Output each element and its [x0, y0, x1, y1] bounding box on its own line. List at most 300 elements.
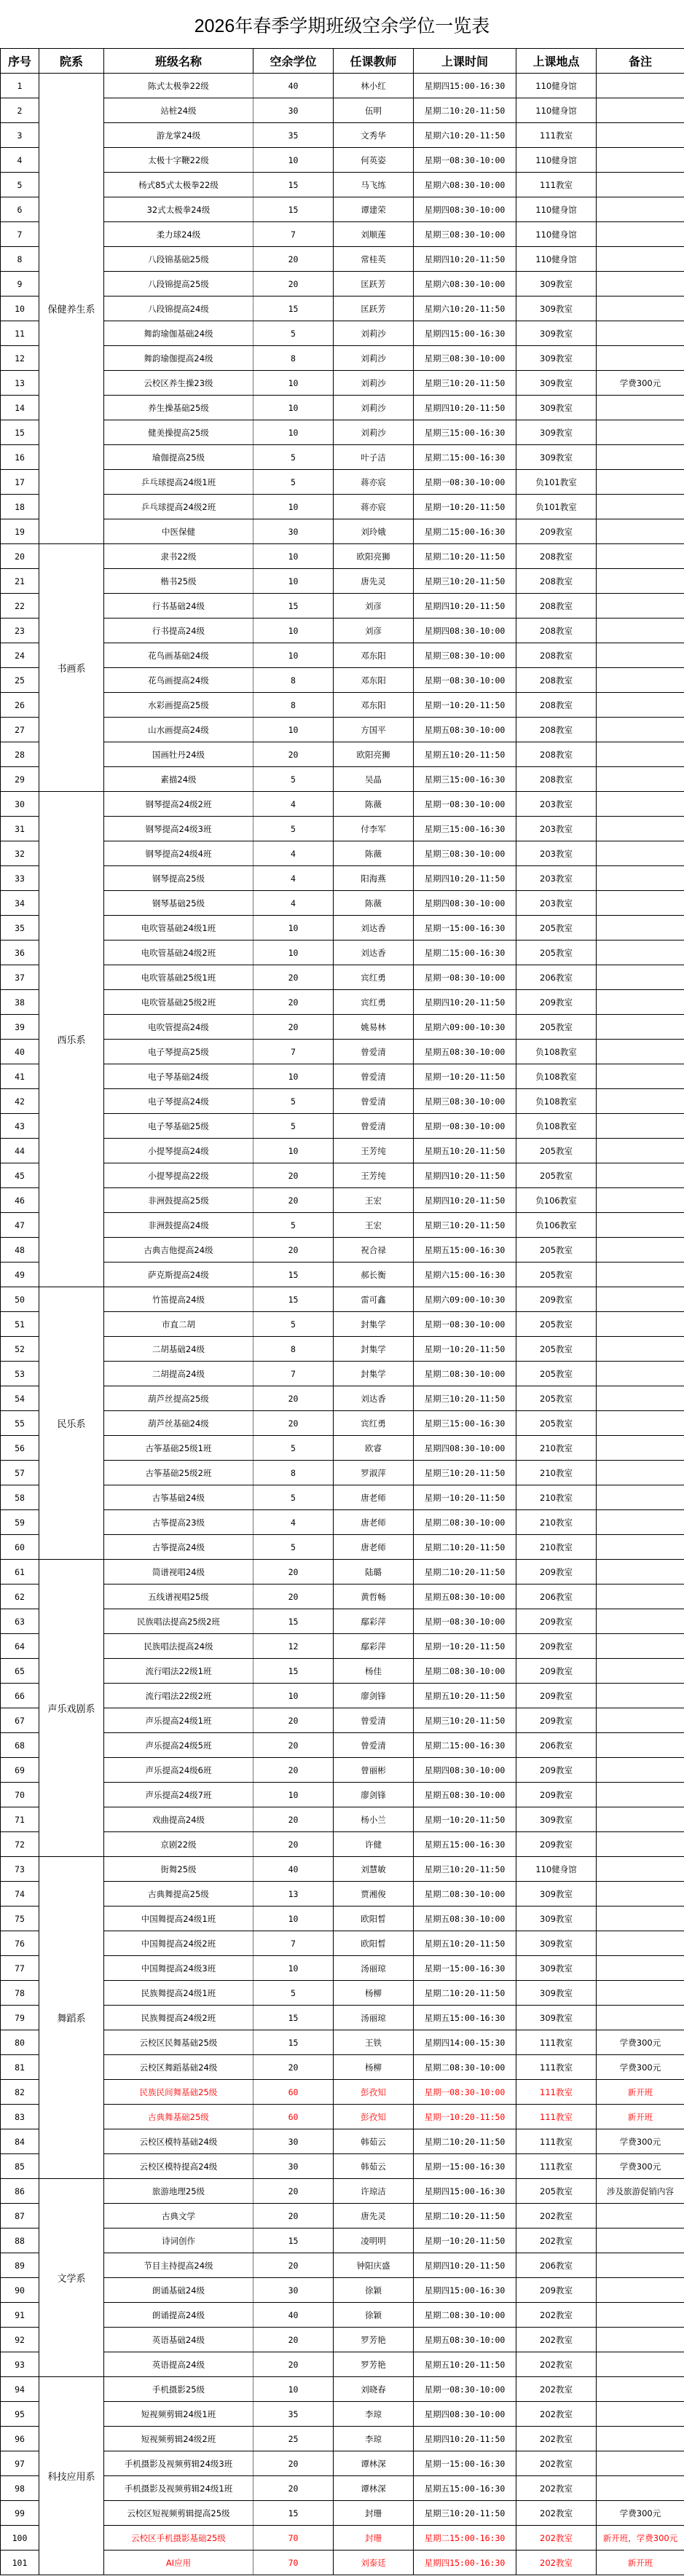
class-name-cell: 钢琴基础25级 — [104, 891, 253, 916]
remark-cell — [597, 470, 684, 495]
time-cell: 星期三08:30-10:00 — [414, 1089, 516, 1114]
location-cell: 负108教室 — [516, 1040, 597, 1064]
remark-cell — [597, 2427, 684, 2451]
seq-cell: 51 — [1, 1312, 39, 1337]
location-cell: 202教室 — [516, 2328, 597, 2352]
time-cell: 星期三15:00-16:30 — [414, 767, 516, 792]
seq-cell: 39 — [1, 1015, 39, 1040]
class-name-cell: 花鸟画提高24级 — [104, 668, 253, 693]
teacher-cell: 匡跃芳 — [334, 272, 414, 297]
remark-cell — [597, 1015, 684, 1040]
location-cell: 110健身馆 — [516, 1857, 597, 1882]
remark-cell — [597, 2402, 684, 2427]
seats-cell: 20 — [253, 1560, 334, 1585]
seats-cell: 4 — [253, 866, 334, 891]
seats-cell: 8 — [253, 693, 334, 718]
remark-cell — [597, 2229, 684, 2253]
location-cell: 210教室 — [516, 1535, 597, 1560]
location-cell: 负108教室 — [516, 1089, 597, 1114]
location-cell: 205教室 — [516, 1263, 597, 1287]
location-cell: 309教室 — [516, 1807, 597, 1832]
teacher-cell: 刘慧敏 — [334, 1857, 414, 1882]
class-name-cell: 非洲鼓提高24级 — [104, 1213, 253, 1238]
seq-cell: 45 — [1, 1163, 39, 1188]
remark-cell — [597, 1609, 684, 1634]
class-name-cell: 云校区模特提高24级 — [104, 2154, 253, 2179]
class-name-cell: 云校区民舞基础25级 — [104, 2030, 253, 2055]
class-name-cell: 素描24级 — [104, 767, 253, 792]
teacher-cell: 唐老师 — [334, 1535, 414, 1560]
remark-cell — [597, 1040, 684, 1064]
seats-cell: 20 — [253, 2253, 334, 2278]
remark-cell — [597, 1907, 684, 1931]
teacher-cell: 刘晓春 — [334, 2377, 414, 2402]
class-name-cell: AI应用 — [104, 2551, 253, 2575]
location-cell: 202教室 — [516, 2451, 597, 2476]
remark-cell — [597, 1783, 684, 1807]
seq-cell: 29 — [1, 767, 39, 792]
seats-cell: 15 — [253, 2501, 334, 2526]
location-cell: 205教室 — [516, 1411, 597, 1436]
class-name-cell: 健美操提高25级 — [104, 420, 253, 445]
teacher-cell: 韩茹云 — [334, 2154, 414, 2179]
location-cell: 209教室 — [516, 1758, 597, 1783]
teacher-cell: 徐颖 — [334, 2278, 414, 2303]
teacher-cell: 曾爱清 — [334, 1114, 414, 1139]
teacher-cell: 封集学 — [334, 1337, 414, 1362]
seats-cell: 10 — [253, 916, 334, 941]
time-cell: 星期三10:20-11:50 — [414, 2501, 516, 2526]
seats-cell: 20 — [253, 1163, 334, 1188]
teacher-cell: 唐先灵 — [334, 569, 414, 594]
time-cell: 星期五08:30-10:00 — [414, 1040, 516, 1064]
seq-cell: 55 — [1, 1411, 39, 1436]
teacher-cell: 何英姿 — [334, 148, 414, 173]
seats-cell: 10 — [253, 1956, 334, 1981]
class-name-cell: 英语基础24级 — [104, 2328, 253, 2352]
location-cell: 203教室 — [516, 841, 597, 866]
teacher-cell: 刘顺莲 — [334, 222, 414, 247]
seq-cell: 20 — [1, 544, 39, 569]
seats-cell: 20 — [253, 272, 334, 297]
header-row — [1, 49, 684, 74]
seats-cell: 15 — [253, 1609, 334, 1634]
remark-cell — [597, 1931, 684, 1956]
class-name-cell: 二胡提高24级 — [104, 1362, 253, 1386]
class-name-cell: 水彩画提高25级 — [104, 693, 253, 718]
location-cell: 205教室 — [516, 941, 597, 965]
teacher-cell: 杨小兰 — [334, 1807, 414, 1832]
seats-cell: 10 — [253, 420, 334, 445]
remark-cell — [597, 1436, 684, 1461]
time-cell: 星期四08:30-10:00 — [414, 619, 516, 643]
class-name-cell: 葫芦丝基础24级 — [104, 1411, 253, 1436]
seats-cell: 20 — [253, 2476, 334, 2501]
seats-cell: 10 — [253, 1907, 334, 1931]
seats-cell: 4 — [253, 792, 334, 817]
time-cell: 星期三10:20-11:50 — [414, 1386, 516, 1411]
class-name-cell: 古筝基础24级 — [104, 1485, 253, 1510]
time-cell: 星期四10:20-11:50 — [414, 866, 516, 891]
location-cell: 111教室 — [516, 173, 597, 197]
seats-cell: 20 — [253, 2055, 334, 2080]
teacher-cell: 彭孜知 — [334, 2105, 414, 2129]
time-cell: 星期四10:20-11:50 — [414, 2253, 516, 2278]
time-cell: 星期六15:00-16:30 — [414, 1263, 516, 1287]
seq-cell: 38 — [1, 990, 39, 1015]
remark-cell — [597, 767, 684, 792]
teacher-cell: 黄哲畅 — [334, 1585, 414, 1609]
location-cell: 209教室 — [516, 1560, 597, 1585]
time-cell: 星期一08:30-10:00 — [414, 668, 516, 693]
time-cell: 星期一08:30-10:00 — [414, 792, 516, 817]
remark-cell — [597, 1560, 684, 1585]
location-cell: 205教室 — [516, 1015, 597, 1040]
location-cell: 202教室 — [516, 2476, 597, 2501]
seats-cell: 20 — [253, 1015, 334, 1040]
seq-cell: 97 — [1, 2451, 39, 2476]
time-cell: 星期五08:30-10:00 — [414, 718, 516, 742]
location-cell: 110健身馆 — [516, 74, 597, 98]
teacher-cell: 廖剑锋 — [334, 1684, 414, 1708]
seq-cell: 99 — [1, 2501, 39, 2526]
seats-cell: 30 — [253, 2129, 334, 2154]
seq-cell: 14 — [1, 396, 39, 420]
time-cell: 星期四10:20-11:50 — [414, 594, 516, 619]
remark-cell: 学费300元 — [597, 2030, 684, 2055]
teacher-cell: 李琼 — [334, 2427, 414, 2451]
teacher-cell: 宾红勇 — [334, 990, 414, 1015]
seats-cell: 20 — [253, 2179, 334, 2204]
remark-cell — [597, 841, 684, 866]
class-name-cell: 手机摄影25级 — [104, 2377, 253, 2402]
class-name-cell: 电子琴基础25级 — [104, 1114, 253, 1139]
remark-cell — [597, 297, 684, 321]
remark-cell — [597, 2006, 684, 2030]
teacher-cell: 方国平 — [334, 718, 414, 742]
remark-cell — [597, 1585, 684, 1609]
location-cell: 209教室 — [516, 990, 597, 1015]
location-cell: 309教室 — [516, 1882, 597, 1907]
teacher-cell: 刘莉沙 — [334, 396, 414, 420]
time-cell: 星期三10:20-11:50 — [414, 569, 516, 594]
seats-cell: 4 — [253, 1510, 334, 1535]
class-name-cell: 小提琴提高22级 — [104, 1163, 253, 1188]
seq-cell: 62 — [1, 1585, 39, 1609]
class-name-cell: 养生操基础25级 — [104, 396, 253, 420]
teacher-cell: 谭建荣 — [334, 197, 414, 222]
location-cell: 209教室 — [516, 2278, 597, 2303]
department-cell: 西乐系 — [39, 792, 104, 1287]
seq-cell: 85 — [1, 2154, 39, 2179]
seq-cell: 101 — [1, 2551, 39, 2575]
class-name-cell: 民族唱法提高24级 — [104, 1634, 253, 1659]
location-cell: 210教室 — [516, 1436, 597, 1461]
location-cell: 110健身馆 — [516, 222, 597, 247]
location-cell: 202教室 — [516, 2427, 597, 2451]
class-name-cell: 短视频剪辑24级1班 — [104, 2402, 253, 2427]
seats-cell: 10 — [253, 718, 334, 742]
remark-cell — [597, 1362, 684, 1386]
seq-cell: 28 — [1, 742, 39, 767]
location-cell: 111教室 — [516, 2129, 597, 2154]
class-name-cell: 电子琴提高24级 — [104, 1089, 253, 1114]
seats-cell: 10 — [253, 396, 334, 420]
seats-cell: 13 — [253, 1882, 334, 1907]
location-cell: 309教室 — [516, 297, 597, 321]
remark-cell — [597, 1287, 684, 1312]
time-cell: 星期五08:30-10:00 — [414, 1585, 516, 1609]
remark-cell — [597, 272, 684, 297]
location-cell: 209教室 — [516, 1609, 597, 1634]
seq-cell: 10 — [1, 297, 39, 321]
remark-cell — [597, 668, 684, 693]
time-cell: 星期六08:30-10:00 — [414, 272, 516, 297]
remark-cell — [597, 2352, 684, 2377]
seq-cell: 75 — [1, 1907, 39, 1931]
location-cell: 209教室 — [516, 1708, 597, 1733]
department-cell: 民乐系 — [39, 1287, 104, 1560]
location-cell: 203教室 — [516, 891, 597, 916]
seats-cell: 10 — [253, 1684, 334, 1708]
header-teacher: 任课教师 — [334, 49, 414, 74]
seq-cell: 31 — [1, 817, 39, 841]
class-name-cell: 古筝提高24级 — [104, 1535, 253, 1560]
department-cell: 舞蹈系 — [39, 1857, 104, 2179]
time-cell: 星期四15:00-16:30 — [414, 2278, 516, 2303]
seq-cell: 19 — [1, 519, 39, 544]
table-row — [1, 2377, 684, 2402]
seats-cell: 10 — [253, 643, 334, 668]
time-cell: 星期一10:20-11:50 — [414, 693, 516, 718]
class-name-cell: 市直二胡 — [104, 1312, 253, 1337]
teacher-cell: 刘达香 — [334, 1386, 414, 1411]
teacher-cell: 刘莉沙 — [334, 420, 414, 445]
time-cell: 星期四08:30-10:00 — [414, 1758, 516, 1783]
teacher-cell: 杨柳 — [334, 2055, 414, 2080]
seq-cell: 43 — [1, 1114, 39, 1139]
seq-cell: 74 — [1, 1882, 39, 1907]
class-name-cell: 民族舞提高24级2班 — [104, 2006, 253, 2030]
teacher-cell: 李琼 — [334, 2402, 414, 2427]
seq-cell: 23 — [1, 619, 39, 643]
location-cell: 111教室 — [516, 2105, 597, 2129]
time-cell: 星期二10:20-11:50 — [414, 1560, 516, 1585]
seats-cell: 20 — [253, 2328, 334, 2352]
remark-cell — [597, 1733, 684, 1758]
class-name-cell: 云校区舞蹈基础24级 — [104, 2055, 253, 2080]
time-cell: 星期四10:20-11:50 — [414, 990, 516, 1015]
seq-cell: 50 — [1, 1287, 39, 1312]
seats-cell: 10 — [253, 495, 334, 519]
seats-cell: 10 — [253, 148, 334, 173]
location-cell: 309教室 — [516, 272, 597, 297]
teacher-cell: 刘泰廷 — [334, 2551, 414, 2575]
class-name-cell: 朗诵基础24级 — [104, 2278, 253, 2303]
seq-cell: 48 — [1, 1238, 39, 1263]
location-cell: 309教室 — [516, 1981, 597, 2006]
remark-cell: 学费300元 — [597, 2129, 684, 2154]
time-cell: 星期二15:00-16:30 — [414, 445, 516, 470]
time-cell: 星期四08:30-10:00 — [414, 197, 516, 222]
remark-cell — [597, 1213, 684, 1238]
time-cell: 星期五10:20-11:50 — [414, 2352, 516, 2377]
seq-cell: 88 — [1, 2229, 39, 2253]
teacher-cell: 曾爱清 — [334, 1064, 414, 1089]
time-cell: 星期四10:20-11:50 — [414, 1163, 516, 1188]
location-cell: 208教室 — [516, 742, 597, 767]
header-remark: 备注 — [597, 49, 684, 74]
time-cell: 星期二08:30-10:00 — [414, 1510, 516, 1535]
location-cell: 110健身馆 — [516, 98, 597, 123]
seq-cell: 33 — [1, 866, 39, 891]
time-cell: 星期三10:20-11:50 — [414, 371, 516, 396]
teacher-cell: 陈薇 — [334, 792, 414, 817]
remark-cell — [597, 1659, 684, 1684]
class-name-cell: 民族舞提高24级1班 — [104, 1981, 253, 2006]
seq-cell: 70 — [1, 1783, 39, 1807]
time-cell: 星期二08:30-10:00 — [414, 1659, 516, 1684]
seq-cell: 35 — [1, 916, 39, 941]
class-name-cell: 声乐提高24级6班 — [104, 1758, 253, 1783]
teacher-cell: 雷可鑫 — [334, 1287, 414, 1312]
class-name-cell: 钢琴提高24级3班 — [104, 817, 253, 841]
seq-cell: 1 — [1, 74, 39, 98]
table-row — [1, 1857, 684, 1882]
remark-cell — [597, 916, 684, 941]
seq-cell: 11 — [1, 321, 39, 346]
seq-cell: 56 — [1, 1436, 39, 1461]
seats-cell: 12 — [253, 1634, 334, 1659]
remark-cell: 新开班 — [597, 2080, 684, 2105]
teacher-cell: 欧阳亮狮 — [334, 742, 414, 767]
class-name-cell: 云校区养生操23级 — [104, 371, 253, 396]
remark-cell — [597, 742, 684, 767]
seats-cell: 10 — [253, 1783, 334, 1807]
seats-cell: 10 — [253, 941, 334, 965]
location-cell: 205教室 — [516, 1238, 597, 1263]
seats-cell: 20 — [253, 1708, 334, 1733]
time-cell: 星期三10:20-11:50 — [414, 1461, 516, 1485]
location-cell: 208教室 — [516, 594, 597, 619]
teacher-cell: 许琼洁 — [334, 2179, 414, 2204]
class-name-cell: 中国舞提高24级3班 — [104, 1956, 253, 1981]
teacher-cell: 唐老师 — [334, 1485, 414, 1510]
location-cell: 202教室 — [516, 2526, 597, 2551]
seq-cell: 73 — [1, 1857, 39, 1882]
location-cell: 208教室 — [516, 668, 597, 693]
remark-cell — [597, 98, 684, 123]
class-name-cell: 电吹管基础24级2班 — [104, 941, 253, 965]
seq-cell: 92 — [1, 2328, 39, 2352]
seats-cell: 5 — [253, 1114, 334, 1139]
teacher-cell: 罗淑萍 — [334, 1461, 414, 1485]
remark-cell — [597, 1956, 684, 1981]
class-name-cell: 流行唱法22级1班 — [104, 1659, 253, 1684]
remark-cell — [597, 891, 684, 916]
seq-cell: 77 — [1, 1956, 39, 1981]
teacher-cell: 欧阳晳 — [334, 1907, 414, 1931]
time-cell: 星期六09:00-10:30 — [414, 1015, 516, 1040]
remark-cell — [597, 1485, 684, 1510]
seats-cell: 20 — [253, 1832, 334, 1857]
remark-cell — [597, 197, 684, 222]
location-cell: 208教室 — [516, 544, 597, 569]
location-cell: 208教室 — [516, 643, 597, 668]
teacher-cell: 曾爱清 — [334, 1733, 414, 1758]
time-cell: 星期一08:30-10:00 — [414, 470, 516, 495]
seats-cell: 10 — [253, 569, 334, 594]
seats-cell: 10 — [253, 544, 334, 569]
seats-cell: 4 — [253, 841, 334, 866]
class-name-cell: 短视频剪辑24级2班 — [104, 2427, 253, 2451]
seq-cell: 41 — [1, 1064, 39, 1089]
seq-cell: 30 — [1, 792, 39, 817]
teacher-cell: 邓东阳 — [334, 643, 414, 668]
class-name-cell: 古典舞基础25级 — [104, 2105, 253, 2129]
location-cell: 203教室 — [516, 792, 597, 817]
class-name-cell: 乒乓球提高24级2班 — [104, 495, 253, 519]
remark-cell — [597, 1708, 684, 1733]
teacher-cell: 汤丽琼 — [334, 2006, 414, 2030]
class-name-cell: 云校区模特基础24级 — [104, 2129, 253, 2154]
location-cell: 209教室 — [516, 1832, 597, 1857]
location-cell: 208教室 — [516, 693, 597, 718]
remark-cell — [597, 990, 684, 1015]
class-name-cell: 声乐提高24级7班 — [104, 1783, 253, 1807]
remark-cell — [597, 2476, 684, 2501]
teacher-cell: 王铁 — [334, 2030, 414, 2055]
time-cell: 星期一08:30-10:00 — [414, 1312, 516, 1337]
location-cell: 205教室 — [516, 1163, 597, 1188]
teacher-cell: 廖剑锋 — [334, 1783, 414, 1807]
location-cell: 205教室 — [516, 1337, 597, 1362]
seq-cell: 68 — [1, 1733, 39, 1758]
seq-cell: 13 — [1, 371, 39, 396]
seq-cell: 2 — [1, 98, 39, 123]
remark-cell — [597, 2204, 684, 2229]
time-cell: 星期三15:00-16:30 — [414, 1411, 516, 1436]
time-cell: 星期一10:20-11:50 — [414, 495, 516, 519]
seq-cell: 61 — [1, 1560, 39, 1585]
location-cell: 负106教室 — [516, 1188, 597, 1213]
remark-cell — [597, 817, 684, 841]
seq-cell: 5 — [1, 173, 39, 197]
seats-cell: 40 — [253, 1857, 334, 1882]
teacher-cell: 鄢彩萍 — [334, 1609, 414, 1634]
location-cell: 309教室 — [516, 371, 597, 396]
seq-cell: 100 — [1, 2526, 39, 2551]
seq-cell: 93 — [1, 2352, 39, 2377]
page-title: 2026年春季学期班级空余学位一览表 — [0, 0, 684, 49]
teacher-cell: 蒋亦宸 — [334, 470, 414, 495]
seats-cell: 5 — [253, 1312, 334, 1337]
seats-cell: 60 — [253, 2105, 334, 2129]
location-cell: 209教室 — [516, 1634, 597, 1659]
remark-cell — [597, 594, 684, 619]
seats-cell: 5 — [253, 321, 334, 346]
class-name-cell: 声乐提高24级5班 — [104, 1733, 253, 1758]
teacher-cell: 曾爱清 — [334, 1089, 414, 1114]
seats-cell: 15 — [253, 1659, 334, 1684]
time-cell: 星期五08:30-10:00 — [414, 1907, 516, 1931]
seq-cell: 47 — [1, 1213, 39, 1238]
seq-cell: 8 — [1, 247, 39, 272]
time-cell: 星期一08:30-10:00 — [414, 2377, 516, 2402]
location-cell: 209教室 — [516, 1684, 597, 1708]
teacher-cell: 欧睿 — [334, 1436, 414, 1461]
seats-cell: 5 — [253, 817, 334, 841]
